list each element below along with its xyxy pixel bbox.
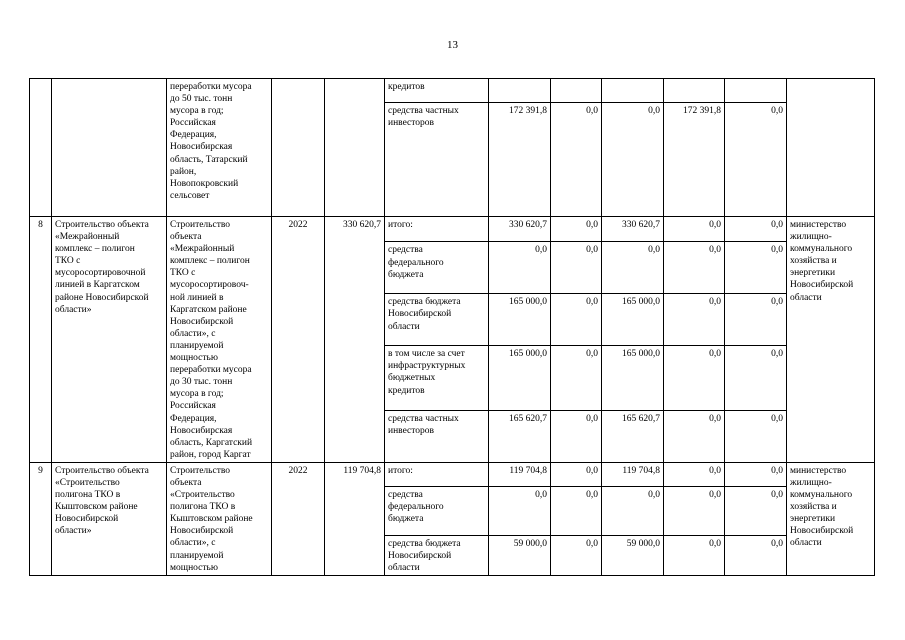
funding-source	[385, 486, 489, 535]
row-number	[30, 79, 52, 217]
responsible-executor	[787, 217, 875, 463]
object-description-line: области», с	[170, 328, 216, 339]
object-description-line: Новосибирской	[170, 526, 234, 537]
responsible-executor-line: хозяйства и	[790, 256, 837, 267]
amount-cell: 0,0	[725, 410, 787, 462]
funding-source	[385, 346, 489, 411]
funding-source-line: федерального	[388, 257, 444, 268]
object-description-line: область, Каргатский	[170, 437, 253, 448]
responsible-executor-line: министерство	[790, 220, 847, 230]
funding-source-line: инвесторов	[388, 118, 435, 129]
object-description-line: Новосибирская	[170, 142, 233, 153]
object-description-line: Российская	[170, 118, 216, 129]
funding-source-line: инвесторов	[388, 426, 435, 436]
object-description-line: Каргатском районе	[170, 304, 247, 315]
object-description-line: мощностью	[170, 353, 218, 364]
responsible-executor-line: Новосибирской	[790, 280, 854, 291]
amount-cell: 0,0	[551, 486, 602, 535]
object-description-line: Новосибирской	[170, 316, 234, 327]
amount-cell: 0,0	[602, 103, 664, 217]
object-description-line: «Межрайонный	[170, 244, 235, 255]
funding-source-line: инфраструктурных	[388, 361, 466, 372]
total-cost: 330 620,7	[325, 217, 385, 463]
object-description-line: мусоросортировоч-	[170, 280, 249, 291]
amount-cell: 165 000,0	[602, 346, 664, 411]
amount-cell: 0,0	[664, 535, 725, 575]
object-description-line: до 50 тыс. тонн	[170, 94, 233, 105]
object-name-line: Кыштовском районе	[55, 502, 138, 513]
responsible-executor-line: коммунального	[790, 244, 853, 255]
amount-cell: 0,0	[725, 346, 787, 411]
row-number: 9	[30, 462, 52, 575]
object-description-line: переработки мусора	[170, 365, 252, 376]
object-description-line: комплекс – полигон	[170, 256, 250, 267]
object-name-line: мусоросортировочной	[55, 268, 146, 279]
object-description-line: Федерация,	[170, 413, 217, 424]
object-description-line: мусора в год;	[170, 389, 224, 400]
object-description-line: до 30 тыс. тонн	[170, 377, 233, 388]
funding-source-line: средства	[388, 245, 423, 256]
amount-cell: 119 704,8	[489, 462, 551, 486]
object-description-line: Новосибирская	[170, 425, 233, 436]
object-description-line: мощностью	[170, 562, 218, 573]
object-description-line: полигона ТКО в	[170, 502, 236, 513]
responsible-executor-line: энергетики	[790, 514, 836, 525]
amount-cell: 119 704,8	[602, 462, 664, 486]
amount-cell: 0,0	[551, 242, 602, 294]
object-description-line: Строительство	[170, 465, 231, 476]
page-number: 13	[447, 39, 458, 51]
amount-cell: 0,0	[664, 294, 725, 346]
object-description-line: планируемой	[170, 550, 224, 561]
funding-source-line: средства	[388, 489, 423, 500]
amount-cell: 0,0	[551, 462, 602, 486]
object-name-line: области»	[55, 526, 92, 537]
funding-source-line: федерального	[388, 501, 444, 512]
object-description-line: объекта	[170, 477, 202, 488]
funding-source	[385, 79, 489, 103]
amount-cell: 0,0	[664, 346, 725, 411]
responsible-executor	[787, 79, 875, 217]
amount-cell: 165 620,7	[602, 410, 664, 462]
amount-cell: 0,0	[664, 217, 725, 242]
amount-cell: 0,0	[551, 217, 602, 242]
object-description-line: сельсовет	[170, 190, 210, 201]
responsible-executor-line: министерство	[790, 465, 847, 476]
funding-source-line: итого:	[388, 220, 413, 230]
funding-source	[385, 535, 489, 575]
object-description-line: область, Татарский	[170, 154, 248, 165]
responsible-executor-line: области	[790, 538, 822, 549]
amount-cell: 0,0	[664, 410, 725, 462]
funding-source-line: средства частных	[388, 106, 459, 116]
amount-cell	[489, 79, 551, 103]
amount-cell: 0,0	[551, 294, 602, 346]
object-description-line: ной линией в	[170, 292, 224, 303]
amount-cell: 0,0	[602, 486, 664, 535]
object-description-line: Новопокровский	[170, 178, 239, 189]
object-name	[52, 217, 167, 463]
amount-cell: 59 000,0	[602, 535, 664, 575]
amount-cell: 0,0	[725, 103, 787, 217]
object-name-line: полигона ТКО в	[55, 490, 121, 501]
object-description-line: Строительство	[170, 220, 231, 230]
object-description-line: объекта	[170, 232, 202, 243]
amount-cell: 165 620,7	[489, 410, 551, 462]
funding-source	[385, 410, 489, 462]
object-name-line: области»	[55, 304, 92, 315]
amount-cell: 0,0	[725, 462, 787, 486]
funding-source-line: области	[388, 563, 420, 574]
object-name-line: ТКО с	[55, 256, 81, 267]
funding-source-line: средства бюджета	[388, 297, 461, 308]
funding-source-line: Новосибирской	[388, 309, 452, 320]
amount-cell: 0,0	[725, 217, 787, 242]
object-name-line: «Строительство	[55, 477, 120, 488]
amount-cell: 0,0	[725, 242, 787, 294]
funding-source	[385, 103, 489, 217]
object-name-line: Строительство объекта	[55, 465, 149, 476]
amount-cell: 0,0	[664, 242, 725, 294]
funding-source-line: Новосибирской	[388, 550, 452, 561]
amount-cell: 0,0	[551, 346, 602, 411]
row-number: 8	[30, 217, 52, 463]
object-name-line: районе Новосибирской	[55, 292, 149, 303]
object-description-line: области», с	[170, 538, 216, 549]
object-description-line: «Строительство	[170, 490, 235, 501]
object-description-line: переработки мусора	[170, 82, 252, 92]
row-9-sub	[30, 462, 875, 486]
object-description-line: Российская	[170, 401, 216, 412]
funding-source-line: бюджета	[388, 269, 424, 280]
responsible-executor-line: области	[790, 292, 822, 303]
amount-cell: 0,0	[664, 462, 725, 486]
funding-source-line: бюджетных	[388, 373, 436, 384]
amount-cell: 0,0	[551, 410, 602, 462]
total-cost: 119 704,8	[325, 462, 385, 575]
amount-cell	[725, 79, 787, 103]
funding-source-line: бюджета	[388, 514, 424, 525]
object-description	[167, 462, 272, 575]
amount-cell: 330 620,7	[489, 217, 551, 242]
object-name-line: «Межрайонный	[55, 232, 120, 243]
funding-source-line: кредитов	[388, 385, 425, 396]
amount-cell: 0,0	[602, 242, 664, 294]
amount-cell: 165 000,0	[489, 294, 551, 346]
object-description-line: Кыштовском районе	[170, 514, 253, 525]
funding-source-line: средства частных	[388, 413, 459, 424]
amount-cell: 165 000,0	[489, 346, 551, 411]
year: 2022	[272, 462, 325, 575]
amount-cell: 172 391,8	[489, 103, 551, 217]
amount-cell: 172 391,8	[664, 103, 725, 217]
object-name-line: Строительство объекта	[55, 220, 149, 230]
amount-cell: 0,0	[725, 535, 787, 575]
object-description-line: Федерация,	[170, 130, 217, 141]
amount-cell	[551, 79, 602, 103]
responsible-executor-line: жилищно-	[790, 232, 832, 243]
amount-cell: 59 000,0	[489, 535, 551, 575]
responsible-executor-line: энергетики	[790, 268, 836, 279]
amount-cell: 165 000,0	[602, 294, 664, 346]
object-name-line: Новосибирской	[55, 514, 119, 525]
amount-cell: 0,0	[551, 535, 602, 575]
responsible-executor-line: жилищно-	[790, 477, 832, 488]
amount-cell	[664, 79, 725, 103]
object-description-line: ТКО с	[170, 268, 196, 279]
funding-source-line: в том числе за счет	[388, 349, 465, 360]
year	[272, 79, 325, 217]
funding-source	[385, 294, 489, 346]
object-description	[167, 217, 272, 463]
object-description-line: район, город Каргат	[170, 449, 251, 460]
object-name-line: линией в Каргатском	[55, 280, 140, 291]
funding-source-line: кредитов	[388, 82, 425, 92]
object-description-line: район,	[170, 166, 197, 177]
total-cost	[325, 79, 385, 217]
object-name-line: комплекс – полигон	[55, 244, 135, 255]
object-name	[52, 79, 167, 217]
amount-cell	[602, 79, 664, 103]
program-table	[29, 78, 875, 576]
responsible-executor-line: хозяйства и	[790, 502, 837, 513]
row-8-sub	[30, 217, 875, 242]
amount-cell: 0,0	[489, 486, 551, 535]
object-name	[52, 462, 167, 575]
responsible-executor	[787, 462, 875, 575]
continued-row-sub	[30, 79, 875, 103]
funding-source	[385, 242, 489, 294]
funding-source-line: итого:	[388, 465, 413, 476]
object-description-line: мусора в год;	[170, 106, 224, 117]
amount-cell: 0,0	[725, 294, 787, 346]
funding-source-line: средства бюджета	[388, 538, 461, 549]
funding-source	[385, 462, 489, 486]
object-description-line: планируемой	[170, 340, 224, 351]
amount-cell: 330 620,7	[602, 217, 664, 242]
funding-source	[385, 217, 489, 242]
funding-source-line: области	[388, 321, 420, 332]
responsible-executor-line: коммунального	[790, 490, 853, 501]
amount-cell: 0,0	[489, 242, 551, 294]
amount-cell: 0,0	[664, 486, 725, 535]
amount-cell: 0,0	[725, 486, 787, 535]
object-description	[167, 79, 272, 217]
responsible-executor-line: Новосибирской	[790, 526, 854, 537]
year: 2022	[272, 217, 325, 463]
amount-cell: 0,0	[551, 103, 602, 217]
